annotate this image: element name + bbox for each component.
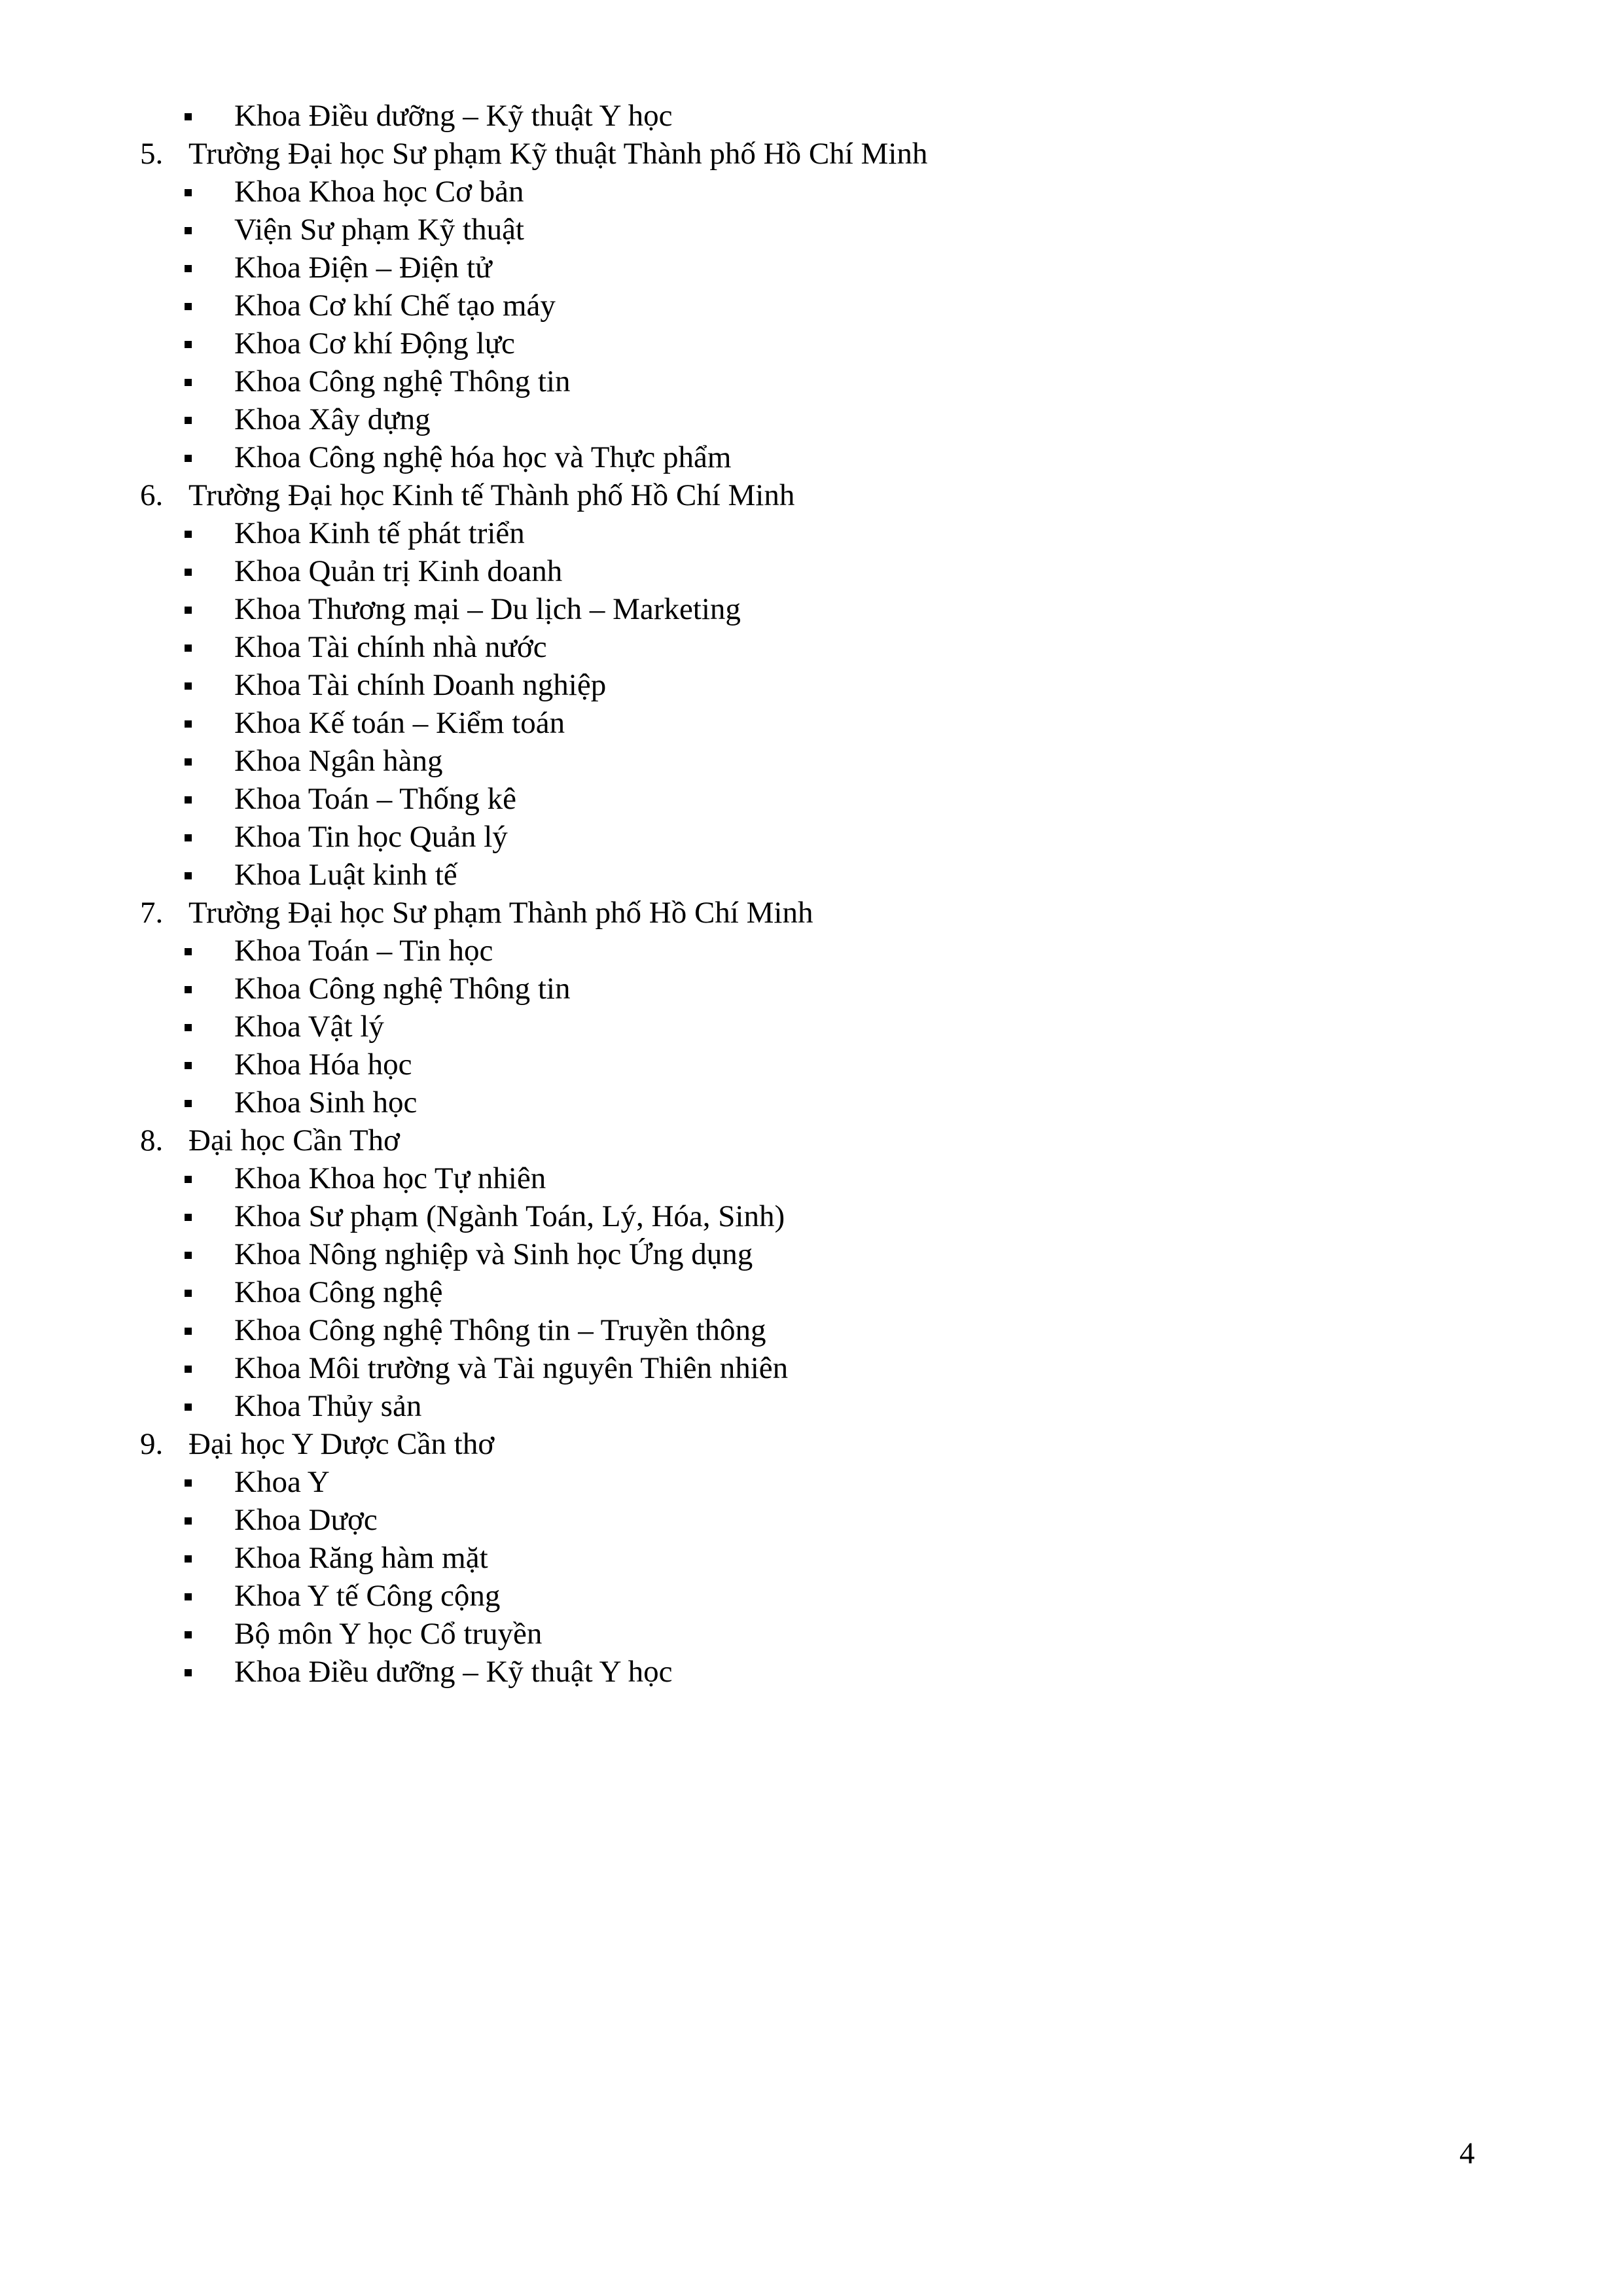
square-bullet-icon [185, 1062, 192, 1069]
faculty-item [137, 1084, 1512, 1122]
faculty-item [137, 173, 1512, 211]
list-item-text: Khoa Thương mại – Du lịch – Marketing [234, 592, 741, 626]
square-bullet-icon [185, 1669, 192, 1676]
square-bullet-icon [185, 417, 192, 424]
list-item-text: Khoa Sinh học [234, 1086, 418, 1120]
square-bullet-icon [185, 834, 192, 841]
list-item-text: Khoa Tài chính Doanh nghiệp [234, 668, 607, 702]
list-item-text: Khoa Công nghệ [234, 1275, 443, 1309]
square-bullet-icon [185, 796, 192, 804]
list-item-text: Khoa Y tế Công cộng [234, 1579, 501, 1613]
square-bullet-icon [185, 1328, 192, 1335]
list-item-text: Khoa Vật lý [234, 1010, 384, 1044]
square-bullet-icon [185, 1517, 192, 1525]
square-bullet-icon [185, 872, 192, 879]
list-item-text: Khoa Răng hàm mặt [234, 1541, 488, 1575]
list-item-text: Khoa Y [234, 1465, 330, 1499]
list-item-text: Khoa Cơ khí Động lực [234, 327, 515, 361]
faculty-item [137, 400, 1512, 438]
square-bullet-icon [185, 569, 192, 576]
square-bullet-icon [185, 1214, 192, 1221]
square-bullet-icon [185, 758, 192, 766]
faculty-item [137, 1008, 1512, 1046]
faculty-item [137, 1311, 1512, 1349]
faculty-item [137, 1235, 1512, 1273]
faculty-item [137, 249, 1512, 287]
school-heading [137, 1425, 1512, 1463]
list-item-text: Khoa Luật kinh tế [234, 858, 457, 892]
faculty-item [137, 1159, 1512, 1197]
square-bullet-icon [185, 720, 192, 728]
faculty-item [137, 742, 1512, 780]
square-bullet-icon [185, 1479, 192, 1487]
faculty-item [137, 1539, 1512, 1577]
faculty-item [137, 1653, 1512, 1691]
list-item-text: Khoa Hóa học [234, 1048, 412, 1082]
list-item-text: Khoa Toán – Thống kê [234, 782, 516, 816]
faculty-item [137, 1577, 1512, 1615]
square-bullet-icon [185, 1593, 192, 1600]
square-bullet-icon [185, 1290, 192, 1297]
square-bullet-icon [185, 341, 192, 348]
square-bullet-icon [185, 986, 192, 993]
faculty-item [137, 704, 1512, 742]
list-number: 6. [140, 478, 164, 512]
faculty-item [137, 514, 1512, 552]
square-bullet-icon [185, 113, 192, 120]
faculty-item [137, 666, 1512, 704]
list-item-text: Khoa Sư phạm (Ngành Toán, Lý, Hóa, Sinh) [234, 1199, 785, 1233]
list-item-text: Khoa Cơ khí Chế tạo máy [234, 289, 556, 323]
square-bullet-icon [185, 645, 192, 652]
square-bullet-icon [185, 1176, 192, 1183]
list-item-text: Khoa Thủy sản [234, 1389, 422, 1423]
list-number: 9. [140, 1427, 164, 1461]
page-number: 4 [1459, 2136, 1475, 2170]
square-bullet-icon [185, 1366, 192, 1373]
square-bullet-icon [185, 607, 192, 614]
list-item-text: Khoa Môi trường và Tài nguyên Thiên nhiên [234, 1351, 789, 1385]
square-bullet-icon [185, 303, 192, 310]
square-bullet-icon [185, 265, 192, 272]
list-item-text: Khoa Điện – Điện tử [234, 251, 492, 285]
list-item-text: Khoa Ngân hàng [234, 744, 443, 778]
square-bullet-icon [185, 379, 192, 386]
square-bullet-icon [185, 1631, 192, 1638]
faculty-item [137, 1387, 1512, 1425]
faculty-item [137, 1349, 1512, 1387]
list-item-text: Khoa Toán – Tin học [234, 934, 493, 968]
square-bullet-icon [185, 189, 192, 196]
school-heading [137, 135, 1512, 173]
faculty-item [137, 1615, 1512, 1653]
square-bullet-icon [185, 1024, 192, 1031]
list-item-text: Khoa Quản trị Kinh doanh [234, 554, 563, 588]
school-name: Trường Đại học Kinh tế Thành phố Hồ Chí Minh [188, 478, 795, 512]
faculty-item [137, 287, 1512, 325]
list-item-text: Khoa Công nghệ hóa học và Thực phẩm [234, 440, 732, 474]
square-bullet-icon [185, 948, 192, 955]
list-item-text: Khoa Tin học Quản lý [234, 820, 508, 854]
list-number: 7. [140, 896, 164, 930]
faculty-item [137, 970, 1512, 1008]
list-item-text: Viện Sư phạm Kỹ thuật [234, 213, 524, 247]
square-bullet-icon [185, 1404, 192, 1411]
list-item-text: Khoa Khoa học Tự nhiên [234, 1161, 546, 1195]
list-item-text: Khoa Dược [234, 1503, 378, 1537]
square-bullet-icon [185, 682, 192, 690]
square-bullet-icon [185, 531, 192, 538]
list-number: 5. [140, 137, 164, 171]
school-name: Trường Đại học Sư phạm Thành phố Hồ Chí Minh [188, 896, 813, 930]
square-bullet-icon [185, 1555, 192, 1563]
list-item-text: Khoa Kế toán – Kiểm toán [234, 706, 565, 740]
list-item-text: Khoa Điều dưỡng – Kỹ thuật Y học [234, 99, 673, 133]
faculty-item [137, 211, 1512, 249]
faculty-item [137, 628, 1512, 666]
square-bullet-icon [185, 227, 192, 234]
faculty-item [137, 856, 1512, 894]
faculty-item [137, 1501, 1512, 1539]
faculty-item [137, 97, 1512, 135]
list-item-text: Khoa Công nghệ Thông tin [234, 972, 571, 1006]
faculty-item [137, 362, 1512, 400]
school-name: Đại học Cần Thơ [188, 1123, 400, 1157]
square-bullet-icon [185, 1252, 192, 1259]
faculty-item [137, 590, 1512, 628]
list-item-text: Khoa Xây dựng [234, 402, 431, 436]
faculty-item [137, 1046, 1512, 1084]
faculty-item [137, 932, 1512, 970]
school-heading [137, 476, 1512, 514]
faculty-item [137, 1273, 1512, 1311]
list-item-text: Bộ môn Y học Cổ truyền [234, 1617, 543, 1651]
square-bullet-icon [185, 455, 192, 462]
faculty-item [137, 1463, 1512, 1501]
list-number: 8. [140, 1123, 164, 1157]
university-list [137, 97, 1512, 1691]
faculty-item [137, 552, 1512, 590]
list-item-text: Khoa Tài chính nhà nước [234, 630, 547, 664]
faculty-item [137, 1197, 1512, 1235]
list-item-text: Khoa Công nghệ Thông tin – Truyền thông [234, 1313, 766, 1347]
list-item-text: Khoa Kinh tế phát triển [234, 516, 525, 550]
faculty-item [137, 325, 1512, 362]
list-item-text: Khoa Điều dưỡng – Kỹ thuật Y học [234, 1655, 673, 1689]
school-heading [137, 894, 1512, 932]
list-item-text: Khoa Công nghệ Thông tin [234, 364, 571, 398]
faculty-item [137, 818, 1512, 856]
school-name: Trường Đại học Sư phạm Kỹ thuật Thành phố Hồ Chí Minh [188, 137, 928, 171]
faculty-item [137, 780, 1512, 818]
list-item-text: Khoa Nông nghiệp và Sinh học Ứng dụng [234, 1237, 753, 1271]
school-name: Đại học Y Dược Cần thơ [188, 1427, 495, 1461]
square-bullet-icon [185, 1100, 192, 1107]
school-heading [137, 1122, 1512, 1159]
list-item-text: Khoa Khoa học Cơ bản [234, 175, 524, 209]
faculty-item [137, 438, 1512, 476]
